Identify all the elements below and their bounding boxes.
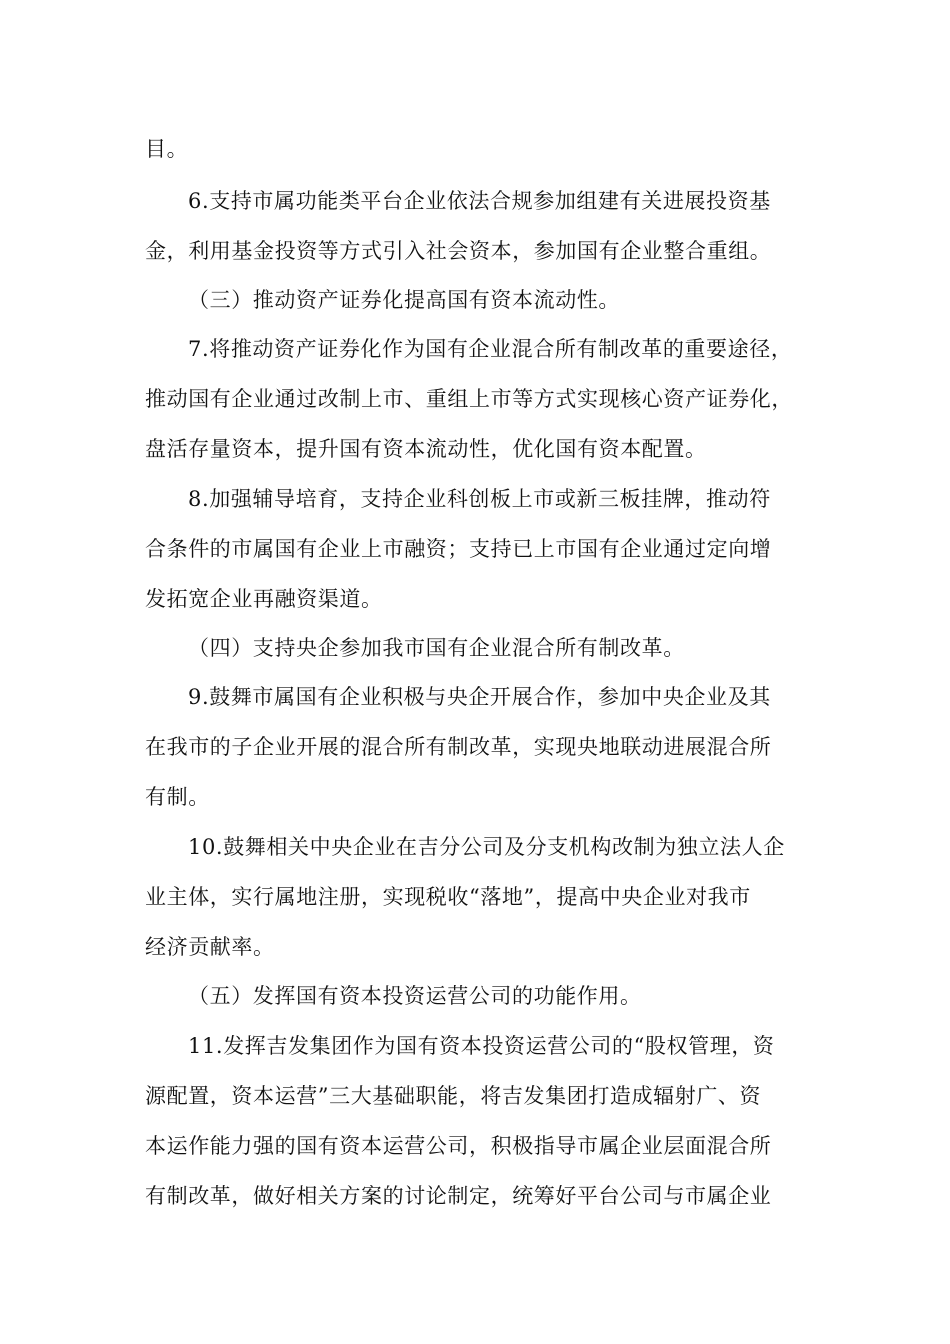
paragraph-9-line: 9.鼓舞市属国有企业积极与央企开展合作，参加中央企业及其 [188, 685, 771, 709]
paragraph-10-line: 业主体，实行属地注册，实现税收“落地”，提高中央企业对我市 [145, 885, 751, 909]
paragraph-11-line: 11.发挥吉发集团作为国有资本投资运营公司的“股权管理，资 [188, 1034, 775, 1058]
section-heading-3: （三）推动资产证券化提高国有资本流动性。 [188, 288, 620, 312]
paragraph-11-line: 源配置，资本运营”三大基础职能，将吉发集团打造成辐射广、资 [145, 1084, 762, 1108]
paragraph-11-line: 本运作能力强的国有资本运营公司，积极指导市属企业层面混合所 [145, 1134, 772, 1158]
paragraph-11-line: 有制改革，做好相关方案的讨论制定，统筹好平台公司与市属企业 [145, 1184, 772, 1208]
paragraph-6-line: 6.支持市属功能类平台企业依法合规参加组建有关进展投资基 [188, 189, 771, 213]
paragraph-7-line: 7.将推动资产证券化作为国有企业混合所有制改革的重要途径， [188, 337, 793, 361]
paragraph-10-line: 10.鼓舞相关中央企业在吉分公司及分支机构改制为独立法人企 [188, 835, 785, 859]
paragraph-8-line: 合条件的市属国有企业上市融资；支持已上市国有企业通过定向增 [145, 537, 772, 561]
section-heading-5: （五）发挥国有资本投资运营公司的功能作用。 [188, 984, 642, 1008]
paragraph-7-line: 盘活存量资本，提升国有资本流动性，优化国有资本配置。 [145, 437, 707, 461]
paragraph-8-line: 发拓宽企业再融资渠道。 [145, 587, 383, 611]
text-line: 目。 [145, 137, 189, 161]
section-heading-4: （四）支持央企参加我市国有企业混合所有制改革。 [188, 636, 685, 660]
paragraph-6-line: 金，利用基金投资等方式引入社会资本，参加国有企业整合重组。 [145, 239, 772, 263]
paragraph-10-line: 经济贡献率。 [145, 935, 275, 959]
paragraph-9-line: 有制。 [145, 785, 210, 809]
paragraph-9-line: 在我市的子企业开展的混合所有制改革，实现央地联动进展混合所 [145, 735, 772, 759]
paragraph-7-line: 推动国有企业通过改制上市、重组上市等方式实现核心资产证券化， [145, 387, 793, 411]
paragraph-8-line: 8.加强辅导培育，支持企业科创板上市或新三板挂牌，推动符 [188, 487, 771, 511]
